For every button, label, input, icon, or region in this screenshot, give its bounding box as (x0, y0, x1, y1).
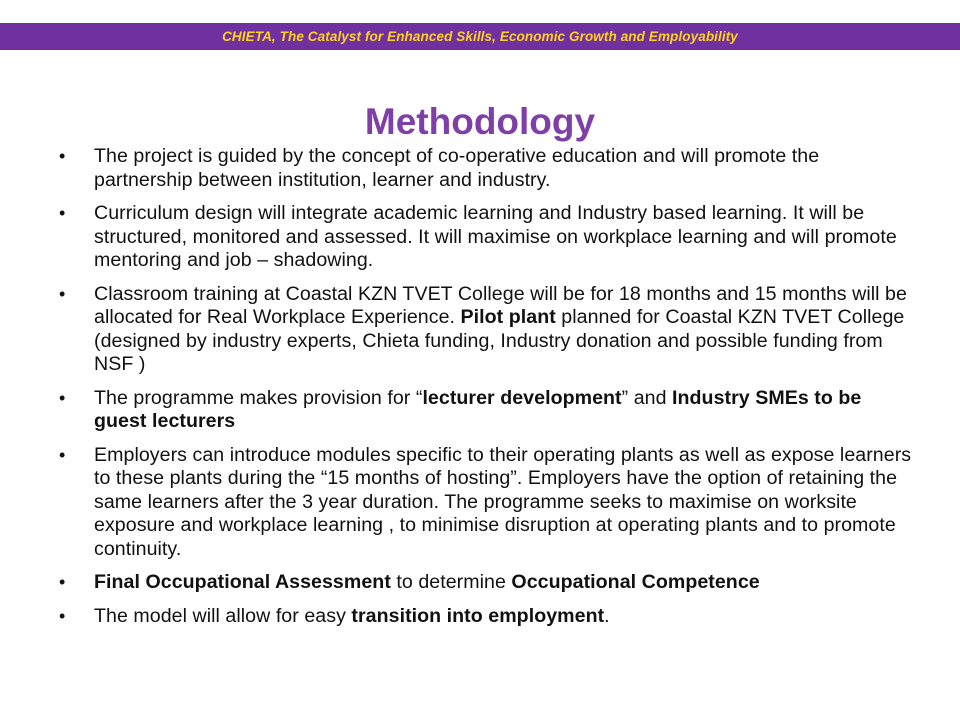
bullet-text (94, 202, 897, 271)
bullet-item (57, 283, 917, 377)
bold-text-segment: Industry SMEs to be guest lecturers (94, 386, 862, 432)
bullet-dot-icon: • (59, 572, 66, 592)
bullet-item (57, 145, 917, 192)
bullet-list (57, 145, 917, 638)
bold-text-segment: Final Occupational Assessment (94, 571, 391, 593)
text-segment: The programme makes provision for “ (94, 386, 423, 409)
text-segment: Classroom training at Coastal KZN TVET College will be for 18 months and 15 months will be allocated for Real Workplace Experience. (94, 282, 907, 328)
bullet-dot-icon: • (59, 146, 66, 166)
text-segment: The project is guided by the concept of co-operative education and will promote the partnership between institution, learner and industry. (94, 145, 820, 191)
bullet-text (94, 283, 907, 376)
bullet-dot-icon: • (59, 605, 66, 626)
header-banner (0, 23, 960, 50)
text-segment: The model will allow for easy (94, 604, 352, 627)
text-segment: Employers can introduce modules specific to their operating plants as well as expose learners to these plants during the “15 months of hosting”. Employers have the option of retaining the same learners after the 3 year duration. The programme seeks to maximise on worksite exposure and workplace learning , to minimise disruption at operating plants and to promote continuity. (94, 443, 912, 560)
bullet-dot-icon: • (59, 387, 66, 408)
bullet-item (57, 571, 917, 595)
bold-text-segment: lecturer development (422, 386, 622, 409)
bold-text-segment: Occupational Competence (511, 571, 760, 593)
bullet-dot-icon: • (59, 444, 66, 465)
bullet-text (94, 605, 610, 627)
text-segment: planned for Coastal KZN TVET College (designed by industry experts, Chieta funding, Industry donation and possible funding from NSF ) (94, 306, 905, 375)
text-segment: to determine (390, 571, 512, 593)
text-segment: . (604, 604, 610, 627)
bullet-text (94, 444, 911, 560)
bullet-item (57, 202, 917, 273)
bullet-dot-icon: • (59, 283, 66, 304)
bullet-item (57, 605, 917, 629)
bullet-text (94, 145, 819, 191)
banner-text: CHIETA, The Catalyst for Enhanced Skills, Economic Growth and Employability (222, 29, 738, 44)
bold-text-segment: transition into employment (351, 604, 605, 627)
bullet-item (57, 387, 917, 434)
bullet-dot-icon: • (59, 203, 66, 223)
bullet-text (94, 387, 861, 433)
bullet-item (57, 444, 917, 562)
text-segment: Curriculum design will integrate academic learning and Industry based learning. It will be structured, monitored and assessed. It will maximise on workplace learning and will promote mentoring and job – shadowing. (94, 202, 897, 271)
text-segment: ” and (621, 386, 673, 409)
bold-text-segment: Pilot plant (460, 306, 556, 328)
bullet-text (94, 571, 760, 593)
slide-title: Methodology (364, 100, 596, 142)
